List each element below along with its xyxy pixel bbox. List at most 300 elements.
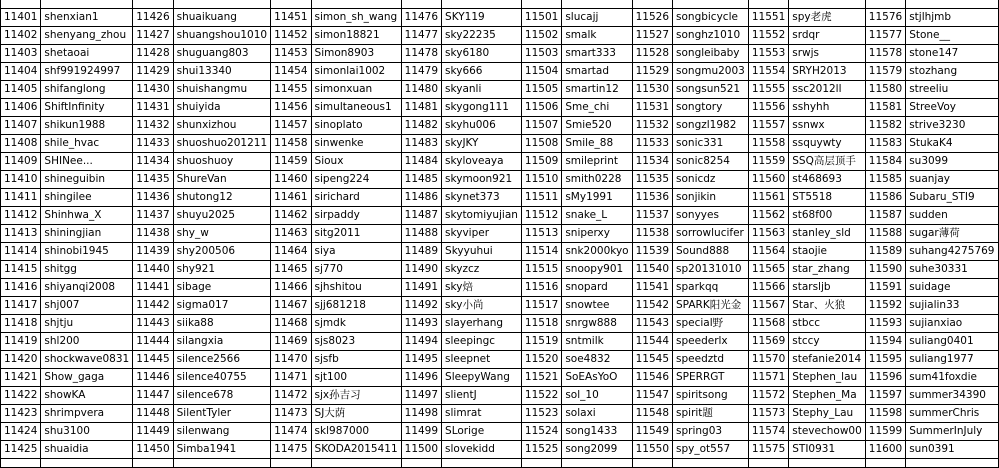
id-cell[interactable]: 11480 (401, 80, 441, 98)
username-cell[interactable]: snoopy901 (562, 260, 632, 278)
username-cell[interactable]: sniperxy (562, 224, 632, 242)
empty-cell[interactable] (562, 0, 632, 8)
username-cell[interactable]: Star、火狼 (789, 296, 866, 314)
id-cell[interactable]: 11427 (133, 26, 173, 44)
username-cell[interactable]: SilentTyler (173, 404, 271, 422)
username-cell[interactable]: songbicycle (673, 8, 749, 26)
username-cell[interactable]: skl987000 (311, 422, 401, 440)
id-cell[interactable]: 11513 (521, 224, 561, 242)
empty-cell[interactable] (521, 458, 561, 467)
id-cell[interactable]: 11527 (632, 26, 672, 44)
id-cell[interactable]: 11449 (133, 422, 173, 440)
id-cell[interactable]: 11426 (133, 8, 173, 26)
id-cell[interactable]: 11403 (1, 44, 41, 62)
id-cell[interactable]: 11537 (632, 206, 672, 224)
username-cell[interactable]: sipeng224 (311, 170, 401, 188)
id-cell[interactable]: 11594 (865, 332, 905, 350)
username-cell[interactable]: st68f00 (789, 206, 866, 224)
username-cell[interactable]: snk2000kyo (562, 242, 632, 260)
id-cell[interactable]: 11459 (271, 152, 311, 170)
username-cell[interactable]: STI0931 (789, 440, 866, 458)
empty-cell[interactable] (865, 0, 905, 8)
username-cell[interactable]: Stone__ (906, 26, 998, 44)
username-cell[interactable]: shui13340 (173, 62, 271, 80)
username-cell[interactable]: silangxia (173, 332, 271, 350)
username-cell[interactable]: Simon8903 (311, 44, 401, 62)
username-cell[interactable]: shitgg (41, 260, 133, 278)
username-cell[interactable]: ShureVan (173, 170, 271, 188)
id-cell[interactable]: 11549 (632, 422, 672, 440)
id-cell[interactable]: 11554 (748, 62, 788, 80)
username-cell[interactable]: sparkqq (673, 278, 749, 296)
id-cell[interactable]: 11565 (748, 260, 788, 278)
username-cell[interactable]: Sme_chi (562, 98, 632, 116)
id-cell[interactable]: 11600 (865, 440, 905, 458)
id-cell[interactable]: 11559 (748, 152, 788, 170)
username-cell[interactable]: Stephen_Ma (789, 386, 866, 404)
username-cell[interactable]: skyviper (442, 224, 522, 242)
username-cell[interactable]: Smie520 (562, 116, 632, 134)
username-cell[interactable]: sum41foxdie (906, 368, 998, 386)
id-cell[interactable]: 11437 (133, 206, 173, 224)
id-cell[interactable]: 11431 (133, 98, 173, 116)
id-cell[interactable]: 11523 (521, 404, 561, 422)
username-cell[interactable]: songtory (673, 98, 749, 116)
username-cell[interactable]: suliang1977 (906, 350, 998, 368)
id-cell[interactable]: 11548 (632, 404, 672, 422)
username-cell[interactable]: Shinhwa_X (41, 206, 133, 224)
id-cell[interactable]: 11451 (271, 8, 311, 26)
username-cell[interactable]: sj770 (311, 260, 401, 278)
username-cell[interactable]: ssquywty (789, 134, 866, 152)
username-cell[interactable]: SRYH2013 (789, 62, 866, 80)
id-cell[interactable]: 11500 (401, 440, 441, 458)
id-cell[interactable]: 11486 (401, 188, 441, 206)
username-cell[interactable]: smileprint (562, 152, 632, 170)
username-cell[interactable]: silence678 (173, 386, 271, 404)
empty-cell[interactable] (789, 458, 866, 467)
id-cell[interactable]: 11439 (133, 242, 173, 260)
username-cell[interactable]: skyhu006 (442, 116, 522, 134)
id-cell[interactable]: 11481 (401, 98, 441, 116)
id-cell[interactable]: 11434 (133, 152, 173, 170)
id-cell[interactable]: 11588 (865, 224, 905, 242)
username-cell[interactable]: sonic331 (673, 134, 749, 152)
id-cell[interactable]: 11454 (271, 62, 311, 80)
id-cell[interactable]: 11432 (133, 116, 173, 134)
id-cell[interactable]: 11490 (401, 260, 441, 278)
id-cell[interactable]: 11591 (865, 278, 905, 296)
id-cell[interactable]: 11507 (521, 116, 561, 134)
username-cell[interactable]: sirichard (311, 188, 401, 206)
id-cell[interactable]: 11448 (133, 404, 173, 422)
id-cell[interactable]: 11536 (632, 188, 672, 206)
username-cell[interactable]: sp20131010 (673, 260, 749, 278)
id-cell[interactable]: 11535 (632, 170, 672, 188)
username-cell[interactable]: speederlx (673, 332, 749, 350)
id-cell[interactable]: 11520 (521, 350, 561, 368)
empty-cell[interactable] (271, 458, 311, 467)
id-cell[interactable]: 11587 (865, 206, 905, 224)
id-cell[interactable]: 11456 (271, 98, 311, 116)
username-cell[interactable]: siya (311, 242, 401, 260)
empty-cell[interactable] (521, 0, 561, 8)
id-cell[interactable]: 11464 (271, 242, 311, 260)
username-cell[interactable]: sky666 (442, 62, 522, 80)
id-cell[interactable]: 11468 (271, 314, 311, 332)
username-cell[interactable]: Simba1941 (173, 440, 271, 458)
username-cell[interactable]: songhz1010 (673, 26, 749, 44)
id-cell[interactable]: 11564 (748, 242, 788, 260)
id-cell[interactable]: 11579 (865, 62, 905, 80)
id-cell[interactable]: 11423 (1, 404, 41, 422)
username-cell[interactable]: Smile_88 (562, 134, 632, 152)
username-cell[interactable]: shetaoai (41, 44, 133, 62)
id-cell[interactable]: 11425 (1, 440, 41, 458)
id-cell[interactable]: 11443 (133, 314, 173, 332)
username-cell[interactable]: skymoon921 (442, 170, 522, 188)
id-cell[interactable]: 11476 (401, 8, 441, 26)
id-cell[interactable]: 11424 (1, 422, 41, 440)
id-cell[interactable]: 11538 (632, 224, 672, 242)
id-cell[interactable]: 11575 (748, 440, 788, 458)
empty-cell[interactable] (748, 458, 788, 467)
id-cell[interactable]: 11541 (632, 278, 672, 296)
empty-cell[interactable] (401, 458, 441, 467)
username-cell[interactable]: StukaK4 (906, 134, 998, 152)
username-cell[interactable]: SSQ高层顶手 (789, 152, 866, 170)
username-cell[interactable]: speedztd (673, 350, 749, 368)
id-cell[interactable]: 11514 (521, 242, 561, 260)
id-cell[interactable]: 11566 (748, 278, 788, 296)
id-cell[interactable]: 11466 (271, 278, 311, 296)
id-cell[interactable]: 11457 (271, 116, 311, 134)
username-cell[interactable]: shingilee (41, 188, 133, 206)
username-cell[interactable]: suhang4275769 (906, 242, 998, 260)
username-cell[interactable]: sibage (173, 278, 271, 296)
id-cell[interactable]: 11511 (521, 188, 561, 206)
username-cell[interactable]: shuaikuang (173, 8, 271, 26)
id-cell[interactable]: 11528 (632, 44, 672, 62)
username-cell[interactable]: sol_10 (562, 386, 632, 404)
username-cell[interactable]: shl200 (41, 332, 133, 350)
id-cell[interactable]: 11440 (133, 260, 173, 278)
id-cell[interactable]: 11550 (632, 440, 672, 458)
username-cell[interactable]: slovekidd (442, 440, 522, 458)
username-cell[interactable]: Subaru_STI9 (906, 188, 998, 206)
empty-cell[interactable] (562, 458, 632, 467)
username-cell[interactable]: smalk (562, 26, 632, 44)
id-cell[interactable]: 11557 (748, 116, 788, 134)
id-cell[interactable]: 11479 (401, 62, 441, 80)
id-cell[interactable]: 11586 (865, 188, 905, 206)
username-cell[interactable]: simultaneous1 (311, 98, 401, 116)
id-cell[interactable]: 11560 (748, 170, 788, 188)
id-cell[interactable]: 11568 (748, 314, 788, 332)
id-cell[interactable]: 11489 (401, 242, 441, 260)
empty-cell[interactable] (401, 0, 441, 8)
id-cell[interactable]: 11583 (865, 134, 905, 152)
username-cell[interactable]: shiyanqi2008 (41, 278, 133, 296)
empty-cell[interactable] (906, 458, 998, 467)
id-cell[interactable]: 11596 (865, 368, 905, 386)
username-cell[interactable]: sonic8254 (673, 152, 749, 170)
username-cell[interactable]: songsun521 (673, 80, 749, 98)
id-cell[interactable]: 11422 (1, 386, 41, 404)
username-cell[interactable]: SPARK阳光金 (673, 296, 749, 314)
empty-cell[interactable] (442, 0, 522, 8)
username-cell[interactable]: simonxuan (311, 80, 401, 98)
username-cell[interactable]: sjt100 (311, 368, 401, 386)
username-cell[interactable]: ssnwx (789, 116, 866, 134)
username-cell[interactable]: SoEAsYoO (562, 368, 632, 386)
id-cell[interactable]: 11458 (271, 134, 311, 152)
username-cell[interactable]: strive3230 (906, 116, 998, 134)
empty-cell[interactable] (271, 0, 311, 8)
id-cell[interactable]: 11551 (748, 8, 788, 26)
username-cell[interactable]: sirpaddy (311, 206, 401, 224)
empty-cell[interactable] (41, 0, 133, 8)
username-cell[interactable]: shj007 (41, 296, 133, 314)
id-cell[interactable]: 11525 (521, 440, 561, 458)
id-cell[interactable]: 11415 (1, 260, 41, 278)
username-cell[interactable]: sudden (906, 206, 998, 224)
id-cell[interactable]: 11509 (521, 152, 561, 170)
username-cell[interactable]: sjx孙吉习 (311, 386, 401, 404)
username-cell[interactable]: skynet373 (442, 188, 522, 206)
username-cell[interactable]: stjlhjmb (906, 8, 998, 26)
id-cell[interactable]: 11478 (401, 44, 441, 62)
username-cell[interactable]: snake_L (562, 206, 632, 224)
id-cell[interactable]: 11515 (521, 260, 561, 278)
username-cell[interactable]: stbcc (789, 314, 866, 332)
username-cell[interactable]: suanjay (906, 170, 998, 188)
id-cell[interactable]: 11487 (401, 206, 441, 224)
username-cell[interactable]: skyloveaya (442, 152, 522, 170)
username-cell[interactable]: shuishangmu (173, 80, 271, 98)
id-cell[interactable]: 11512 (521, 206, 561, 224)
username-cell[interactable]: snowtee (562, 296, 632, 314)
id-cell[interactable]: 11420 (1, 350, 41, 368)
username-cell[interactable]: shiningjian (41, 224, 133, 242)
id-cell[interactable]: 11506 (521, 98, 561, 116)
username-cell[interactable]: srdqr (789, 26, 866, 44)
id-cell[interactable]: 11442 (133, 296, 173, 314)
id-cell[interactable]: 11592 (865, 296, 905, 314)
empty-cell[interactable] (133, 458, 173, 467)
id-cell[interactable]: 11529 (632, 62, 672, 80)
id-cell[interactable]: 11465 (271, 260, 311, 278)
id-cell[interactable]: 11581 (865, 98, 905, 116)
username-cell[interactable]: slientJ (442, 386, 522, 404)
id-cell[interactable]: 11544 (632, 332, 672, 350)
username-cell[interactable]: SLorige (442, 422, 522, 440)
id-cell[interactable]: 11563 (748, 224, 788, 242)
username-cell[interactable]: sorrowlucifer (673, 224, 749, 242)
username-cell[interactable]: stanley_sld (789, 224, 866, 242)
username-cell[interactable]: shuoshuo201211 (173, 134, 271, 152)
id-cell[interactable]: 11495 (401, 350, 441, 368)
username-cell[interactable]: shjtju (41, 314, 133, 332)
id-cell[interactable]: 11416 (1, 278, 41, 296)
username-cell[interactable]: sitg2011 (311, 224, 401, 242)
username-cell[interactable]: summerChris (906, 404, 998, 422)
id-cell[interactable]: 11502 (521, 26, 561, 44)
username-cell[interactable]: ssc2012ll (789, 80, 866, 98)
id-cell[interactable]: 11571 (748, 368, 788, 386)
id-cell[interactable]: 11545 (632, 350, 672, 368)
id-cell[interactable]: 11470 (271, 350, 311, 368)
id-cell[interactable]: 11531 (632, 98, 672, 116)
id-cell[interactable]: 11584 (865, 152, 905, 170)
username-cell[interactable]: silence40755 (173, 368, 271, 386)
id-cell[interactable]: 11524 (521, 422, 561, 440)
username-cell[interactable]: spirit题 (673, 404, 749, 422)
id-cell[interactable]: 11453 (271, 44, 311, 62)
username-cell[interactable]: star_zhang (789, 260, 866, 278)
username-cell[interactable]: sky6180 (442, 44, 522, 62)
id-cell[interactable]: 11441 (133, 278, 173, 296)
empty-cell[interactable] (173, 458, 271, 467)
username-cell[interactable]: skygong111 (442, 98, 522, 116)
username-cell[interactable]: shutong12 (173, 188, 271, 206)
username-cell[interactable]: Stephy_Lau (789, 404, 866, 422)
username-cell[interactable]: silenwang (173, 422, 271, 440)
username-cell[interactable]: sonyyes (673, 206, 749, 224)
username-cell[interactable]: slucajj (562, 8, 632, 26)
username-cell[interactable]: songleibaby (673, 44, 749, 62)
id-cell[interactable]: 11472 (271, 386, 311, 404)
id-cell[interactable]: 11585 (865, 170, 905, 188)
username-cell[interactable]: shy_w (173, 224, 271, 242)
username-cell[interactable]: simon_sh_wang (311, 8, 401, 26)
id-cell[interactable]: 11573 (748, 404, 788, 422)
username-cell[interactable]: summer34390 (906, 386, 998, 404)
username-cell[interactable]: sonicdz (673, 170, 749, 188)
id-cell[interactable]: 11404 (1, 62, 41, 80)
username-cell[interactable]: sjmdk (311, 314, 401, 332)
username-cell[interactable]: solaxi (562, 404, 632, 422)
id-cell[interactable]: 11494 (401, 332, 441, 350)
username-cell[interactable]: skyzcz (442, 260, 522, 278)
empty-cell[interactable] (673, 458, 749, 467)
id-cell[interactable]: 11475 (271, 440, 311, 458)
username-cell[interactable]: sjj681218 (311, 296, 401, 314)
username-cell[interactable]: shinobi1945 (41, 242, 133, 260)
empty-cell[interactable] (173, 0, 271, 8)
username-cell[interactable]: smith0228 (562, 170, 632, 188)
username-cell[interactable]: stozhang (906, 62, 998, 80)
empty-cell[interactable] (748, 0, 788, 8)
id-cell[interactable]: 11482 (401, 116, 441, 134)
username-cell[interactable]: smartin12 (562, 80, 632, 98)
id-cell[interactable]: 11411 (1, 188, 41, 206)
id-cell[interactable]: 11526 (632, 8, 672, 26)
username-cell[interactable]: songmu2003 (673, 62, 749, 80)
id-cell[interactable]: 11477 (401, 26, 441, 44)
id-cell[interactable]: 11504 (521, 62, 561, 80)
username-cell[interactable]: sky焙 (442, 278, 522, 296)
username-cell[interactable]: ST5518 (789, 188, 866, 206)
username-cell[interactable]: staojie (789, 242, 866, 260)
id-cell[interactable]: 11444 (133, 332, 173, 350)
username-cell[interactable]: skyJKY (442, 134, 522, 152)
id-cell[interactable]: 11405 (1, 80, 41, 98)
id-cell[interactable]: 11503 (521, 44, 561, 62)
username-cell[interactable]: sky小尚 (442, 296, 522, 314)
username-cell[interactable]: smartad (562, 62, 632, 80)
username-cell[interactable]: snopard (562, 278, 632, 296)
id-cell[interactable]: 11408 (1, 134, 41, 152)
username-cell[interactable]: song2099 (562, 440, 632, 458)
username-cell[interactable]: song1433 (562, 422, 632, 440)
username-cell[interactable]: soe4832 (562, 350, 632, 368)
username-cell[interactable]: shunxizhou (173, 116, 271, 134)
id-cell[interactable]: 11402 (1, 26, 41, 44)
id-cell[interactable]: 11599 (865, 422, 905, 440)
username-cell[interactable]: sjhshitou (311, 278, 401, 296)
id-cell[interactable]: 11417 (1, 296, 41, 314)
username-cell[interactable]: sigma017 (173, 296, 271, 314)
username-cell[interactable]: sleepnet (442, 350, 522, 368)
username-cell[interactable]: shile_hvac (41, 134, 133, 152)
id-cell[interactable]: 11429 (133, 62, 173, 80)
username-cell[interactable]: stevechow00 (789, 422, 866, 440)
id-cell[interactable]: 11471 (271, 368, 311, 386)
id-cell[interactable]: 11450 (133, 440, 173, 458)
username-cell[interactable]: shuoshuoy (173, 152, 271, 170)
username-cell[interactable]: spiritsong (673, 386, 749, 404)
id-cell[interactable]: 11498 (401, 404, 441, 422)
id-cell[interactable]: 11570 (748, 350, 788, 368)
username-cell[interactable]: showKA (41, 386, 133, 404)
username-cell[interactable]: shuaidia (41, 440, 133, 458)
id-cell[interactable]: 11539 (632, 242, 672, 260)
empty-cell[interactable] (865, 458, 905, 467)
id-cell[interactable]: 11460 (271, 170, 311, 188)
username-cell[interactable]: ShiftInfinity (41, 98, 133, 116)
id-cell[interactable]: 11558 (748, 134, 788, 152)
username-cell[interactable]: sshyhh (789, 98, 866, 116)
username-cell[interactable]: sinwenke (311, 134, 401, 152)
username-cell[interactable]: suhe30331 (906, 260, 998, 278)
username-cell[interactable]: sntmilk (562, 332, 632, 350)
id-cell[interactable]: 11485 (401, 170, 441, 188)
id-cell[interactable]: 11410 (1, 170, 41, 188)
username-cell[interactable]: skytomiyujian (442, 206, 522, 224)
id-cell[interactable]: 11522 (521, 386, 561, 404)
username-cell[interactable]: st468693 (789, 170, 866, 188)
id-cell[interactable]: 11517 (521, 296, 561, 314)
id-cell[interactable]: 11574 (748, 422, 788, 440)
username-cell[interactable]: spy老虎 (789, 8, 866, 26)
id-cell[interactable]: 11533 (632, 134, 672, 152)
empty-cell[interactable] (41, 458, 133, 467)
id-cell[interactable]: 11455 (271, 80, 311, 98)
username-cell[interactable]: shuangshou1010 (173, 26, 271, 44)
username-cell[interactable]: shrimpvera (41, 404, 133, 422)
empty-cell[interactable] (1, 0, 41, 8)
username-cell[interactable]: simon18821 (311, 26, 401, 44)
id-cell[interactable]: 11414 (1, 242, 41, 260)
username-cell[interactable]: shenyang_zhou (41, 26, 133, 44)
username-cell[interactable]: streeliu (906, 80, 998, 98)
empty-cell[interactable] (673, 0, 749, 8)
id-cell[interactable]: 11488 (401, 224, 441, 242)
id-cell[interactable]: 11572 (748, 386, 788, 404)
id-cell[interactable]: 11474 (271, 422, 311, 440)
id-cell[interactable]: 11496 (401, 368, 441, 386)
